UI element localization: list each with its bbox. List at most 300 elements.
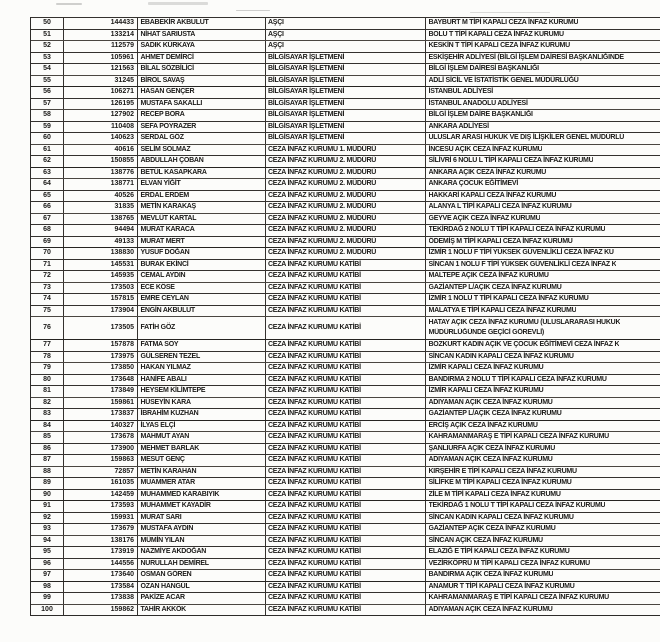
row-number-cell: 64	[31, 179, 64, 190]
row-number-cell: 59	[31, 122, 64, 133]
registry-id-cell: 144433	[64, 18, 138, 29]
person-name-cell: HAKAN YILMAZ	[138, 363, 266, 374]
person-name-cell: İBRAHİM KUZHAN	[138, 409, 266, 420]
registry-id-cell: 145935	[64, 271, 138, 282]
institution-cell	[426, 317, 660, 339]
table-row	[31, 569, 660, 581]
institution-cell	[426, 64, 660, 75]
job-title-cell: CEZA İNFAZ KURUMU KATİBİ	[266, 409, 426, 420]
registry-id-cell: 94494	[64, 225, 138, 236]
job-title-cell: CEZA İNFAZ KURUMU 2. MÜDÜRÜ	[266, 248, 426, 259]
person-name-cell: FATİH GÖZ	[138, 317, 266, 339]
row-number-cell: 75	[31, 306, 64, 317]
job-title-cell: CEZA İNFAZ KURUMU KATİBİ	[266, 317, 426, 339]
table-row	[31, 282, 660, 294]
institution-cell	[426, 559, 660, 570]
job-title-cell: CEZA İNFAZ KURUMU KATİBİ	[266, 432, 426, 443]
job-title-cell: CEZA İNFAZ KURUMU 2. MÜDÜRÜ	[266, 156, 426, 167]
institution-cell	[426, 501, 660, 512]
scan-artifact	[470, 12, 550, 13]
institution-cell	[426, 340, 660, 351]
job-title-cell: CEZA İNFAZ KURUMU KATİBİ	[266, 524, 426, 535]
person-name-cell: GÜLSEREN TEZEL	[138, 352, 266, 363]
row-number-cell: 85	[31, 432, 64, 443]
person-name-cell: BİLAL SÖZBİLİCİ	[138, 64, 266, 75]
institution-line: SİLİFKE M TİPİ KAPALI CEZA İNFAZ KURUMU	[428, 479, 572, 486]
job-title-cell: AŞÇI	[266, 41, 426, 52]
row-number-cell: 98	[31, 582, 64, 593]
registry-id-cell: 138830	[64, 248, 138, 259]
institution-line: TEKİRDAĞ 2 NOLU T TİPİ KAPALI CEZA İNFAZ KURUMU	[428, 226, 606, 233]
institution-line: TEKİRDAĞ 1 NOLU T TİPİ KAPALI CEZA İNFAZ KURUMU	[428, 502, 606, 509]
row-number-cell: 82	[31, 398, 64, 409]
job-title-cell: BİLGİSAYAR İŞLETMENİ	[266, 99, 426, 110]
table-row	[31, 374, 660, 386]
institution-cell	[426, 490, 660, 501]
institution-line: ADIYAMAN AÇIK CEZA İNFAZ KURUMU	[428, 605, 553, 613]
institution-line: BİLGİ İŞLEM DAİRE BAŞKANLIĞI	[428, 111, 533, 118]
person-name-cell: MUSTAFA SAKALLI	[138, 99, 266, 110]
institution-cell	[426, 593, 660, 604]
institution-cell	[426, 547, 660, 558]
institution-cell	[426, 421, 660, 432]
registry-id-cell: 150855	[64, 156, 138, 167]
job-title-cell: CEZA İNFAZ KURUMU 2. MÜDÜRÜ	[266, 237, 426, 248]
table-row	[31, 259, 660, 271]
row-number-cell: 63	[31, 168, 64, 179]
table-row	[31, 316, 660, 339]
table-row	[31, 408, 660, 420]
table-row	[31, 339, 660, 351]
registry-id-cell: 31835	[64, 202, 138, 213]
institution-line: BANDIRMA 2 NOLU T TİPİ KAPALI CEZA İNFAZ KURUMU	[428, 375, 607, 383]
scan-artifact	[56, 3, 82, 5]
table-row	[31, 385, 660, 397]
person-name-cell: MUHAMMED KARABIYIK	[138, 490, 266, 501]
institution-line: ADLİ SİCİL VE İSTATİSTİK GENEL MÜDÜRLÜĞÜ	[428, 76, 579, 84]
row-number-cell: 97	[31, 570, 64, 581]
registry-id-cell: 142459	[64, 490, 138, 501]
institution-line: ZİLE M TİPİ KAPALI CEZA İNFAZ KURUMU	[428, 490, 561, 498]
institution-cell	[426, 455, 660, 466]
institution-line: SİNCAN KADIN KAPALI CEZA İNFAZ KURUMU	[428, 513, 574, 521]
table-row	[31, 420, 660, 432]
institution-line: İNCESU AÇIK CEZA İNFAZ KURUMU	[428, 145, 543, 153]
institution-line: KAHRAMANMARAŞ E TİPİ KAPALI CEZA İNFAZ KURUMU	[428, 594, 609, 601]
institution-cell	[426, 156, 660, 167]
job-title-cell: CEZA İNFAZ KURUMU KATİBİ	[266, 490, 426, 501]
row-number-cell: 72	[31, 271, 64, 282]
institution-cell	[426, 41, 660, 52]
row-number-cell: 70	[31, 248, 64, 259]
job-title-cell: CEZA İNFAZ KURUMU 2. MÜDÜRÜ	[266, 214, 426, 225]
institution-line: İSTANBUL ADLİYESİ	[428, 88, 493, 95]
table-row	[31, 581, 660, 593]
row-number-cell: 78	[31, 352, 64, 363]
row-number-cell: 68	[31, 225, 64, 236]
scan-artifact	[148, 2, 208, 5]
row-number-cell: 54	[31, 64, 64, 75]
registry-id-cell: 72857	[64, 467, 138, 478]
institution-cell	[426, 179, 660, 190]
job-title-cell: CEZA İNFAZ KURUMU KATİBİ	[266, 478, 426, 489]
job-title-cell: CEZA İNFAZ KURUMU KATİBİ	[266, 294, 426, 305]
person-name-cell: MURAT KARACA	[138, 225, 266, 236]
table-row	[31, 546, 660, 558]
person-name-cell: ELVAN YİĞİT	[138, 179, 266, 190]
person-name-cell: MÜMİN YILAN	[138, 536, 266, 547]
institution-cell	[426, 444, 660, 455]
row-number-cell: 84	[31, 421, 64, 432]
person-name-cell: EMRE CEYLAN	[138, 294, 266, 305]
person-name-cell: NURULLAH DEMİREL	[138, 559, 266, 570]
row-number-cell: 81	[31, 386, 64, 397]
institution-cell	[426, 133, 660, 144]
registry-id-cell: 140327	[64, 421, 138, 432]
table-row	[31, 224, 660, 236]
registry-id-cell: 173648	[64, 375, 138, 386]
institution-cell	[426, 478, 660, 489]
institution-line: İSTANBUL ANADOLU ADLİYESİ	[428, 99, 528, 107]
person-name-cell: MURAT MERT	[138, 237, 266, 248]
institution-cell	[426, 110, 660, 121]
institution-line: ÖDEMİŞ M TİPİ KAPALI CEZA İNFAZ KURUMU	[428, 237, 573, 245]
row-number-cell: 66	[31, 202, 64, 213]
table-row	[31, 500, 660, 512]
row-number-cell: 57	[31, 99, 64, 110]
row-number-cell: 51	[31, 30, 64, 41]
row-number-cell: 94	[31, 536, 64, 547]
scan-artifact	[236, 10, 270, 11]
institution-cell	[426, 122, 660, 133]
table-row	[31, 190, 660, 202]
person-name-cell: TAHİR AKKÖK	[138, 605, 266, 616]
registry-id-cell: 127902	[64, 110, 138, 121]
registry-id-cell: 173679	[64, 524, 138, 535]
institution-cell	[426, 202, 660, 213]
registry-id-cell: 157815	[64, 294, 138, 305]
registry-id-cell: 173505	[64, 317, 138, 339]
institution-line: MÜDÜRLÜĞÜNDE GEÇİCİ GÖREVLİ)	[428, 329, 544, 336]
table-row	[31, 201, 660, 213]
institution-line: BANDIRMA AÇIK CEZA İNFAZ KURUMU	[428, 571, 554, 578]
institution-line: SİNCAN AÇIK CEZA İNFAZ KURUMU	[428, 536, 543, 544]
person-name-cell: MURAT SARI	[138, 513, 266, 524]
institution-cell	[426, 570, 660, 581]
institution-cell	[426, 432, 660, 443]
institution-cell	[426, 214, 660, 225]
job-title-cell: CEZA İNFAZ KURUMU KATİBİ	[266, 593, 426, 604]
registry-id-cell: 157878	[64, 340, 138, 351]
table-row	[31, 270, 660, 282]
person-name-cell: ABDULLAH ÇOBAN	[138, 156, 266, 167]
person-name-cell: MEHMET BARLAK	[138, 444, 266, 455]
job-title-cell: AŞÇI	[266, 30, 426, 41]
institution-cell	[426, 168, 660, 179]
row-number-cell: 83	[31, 409, 64, 420]
institution-line: ANKARA ÇOCUK EĞİTİMEVİ	[428, 180, 519, 187]
table-row	[31, 86, 660, 98]
table-row	[31, 305, 660, 317]
row-number-cell: 93	[31, 524, 64, 535]
registry-id-cell: 173904	[64, 306, 138, 317]
registry-id-cell: 121563	[64, 64, 138, 75]
person-name-cell: FATMA SOY	[138, 340, 266, 351]
table-row	[31, 75, 660, 87]
registry-id-cell: 140623	[64, 133, 138, 144]
person-name-cell: BİROL SAVAŞ	[138, 76, 266, 87]
person-name-cell: SEFA POYRAZER	[138, 122, 266, 133]
institution-line: HAKKARİ KAPALI CEZA İNFAZ KURUMU	[428, 191, 557, 199]
table-row	[31, 121, 660, 133]
table-row	[31, 17, 660, 29]
institution-line: ULUSLAR ARASI HUKUK VE DIŞ İLİŞKİLER GENEL MÜDÜRLÜ	[428, 134, 625, 141]
institution-line: KIRŞEHİR E TİPİ KAPALI CEZA İNFAZ KURUMU	[428, 467, 577, 475]
job-title-cell: CEZA İNFAZ KURUMU KATİBİ	[266, 386, 426, 397]
person-name-cell: HANİFE ABALI	[138, 375, 266, 386]
table-row	[31, 178, 660, 190]
person-name-cell: MEVLÜT KARTAL	[138, 214, 266, 225]
person-name-cell: HASAN GENÇER	[138, 87, 266, 98]
row-number-cell: 90	[31, 490, 64, 501]
registry-id-cell: 159862	[64, 605, 138, 616]
job-title-cell: CEZA İNFAZ KURUMU KATİBİ	[266, 547, 426, 558]
row-number-cell: 77	[31, 340, 64, 351]
job-title-cell: CEZA İNFAZ KURUMU KATİBİ	[266, 260, 426, 271]
table-row	[31, 293, 660, 305]
row-number-cell: 95	[31, 547, 64, 558]
row-number-cell: 62	[31, 156, 64, 167]
job-title-cell: AŞÇI	[266, 18, 426, 29]
institution-line: BAYBURT M TİPİ KAPALI CEZA İNFAZ KURUMU	[428, 19, 579, 26]
person-name-cell: METİN KARAHAN	[138, 467, 266, 478]
row-number-cell: 99	[31, 593, 64, 604]
table-row	[31, 523, 660, 535]
institution-line: BOZKURT KADIN AÇIK VE ÇOCUK EĞİTİMEVİ CEZA İNFAZ K	[428, 341, 620, 348]
person-name-cell: MUAMMER ATAR	[138, 478, 266, 489]
registry-id-cell: 173678	[64, 432, 138, 443]
institution-line: KESKİN T TİPİ KAPALI CEZA İNFAZ KURUMU	[428, 42, 570, 49]
registry-id-cell: 133214	[64, 30, 138, 41]
institution-cell	[426, 283, 660, 294]
registry-id-cell: 173850	[64, 363, 138, 374]
institution-line: ALANYA L TİPİ KAPALI CEZA İNFAZ KURUMU	[428, 203, 572, 210]
registry-id-cell: 159863	[64, 455, 138, 466]
institution-line: İZMİR KAPALI CEZA İNFAZ KURUMU	[428, 364, 544, 371]
row-number-cell: 79	[31, 363, 64, 374]
registry-id-cell: 112579	[64, 41, 138, 52]
institution-line: ANKARA ADLİYESİ	[428, 122, 489, 130]
registry-id-cell: 173640	[64, 570, 138, 581]
job-title-cell: CEZA İNFAZ KURUMU KATİBİ	[266, 559, 426, 570]
registry-id-cell: 138771	[64, 179, 138, 190]
table-row	[31, 52, 660, 64]
person-name-cell: PAKİZE ACAR	[138, 593, 266, 604]
registry-id-cell: 144556	[64, 559, 138, 570]
person-name-cell: MUHAMMET KAYADİR	[138, 501, 266, 512]
institution-line: MALTEPE AÇIK CEZA İNFAZ KURUMU	[428, 272, 549, 279]
table-row	[31, 155, 660, 167]
row-number-cell: 60	[31, 133, 64, 144]
job-title-cell: BİLGİSAYAR İŞLETMENİ	[266, 53, 426, 64]
institution-line: BİLGİ İŞLEM DAİRESİ BAŞKANLIĞI	[428, 65, 539, 72]
row-number-cell: 71	[31, 260, 64, 271]
job-title-cell: CEZA İNFAZ KURUMU 2. MÜDÜRÜ	[266, 191, 426, 202]
table-row	[31, 40, 660, 52]
person-name-cell: ENGİN AKBULUT	[138, 306, 266, 317]
person-name-cell: ERDAL ERDEM	[138, 191, 266, 202]
job-title-cell: CEZA İNFAZ KURUMU 2. MÜDÜRÜ	[266, 179, 426, 190]
job-title-cell: BİLGİSAYAR İŞLETMENİ	[266, 76, 426, 87]
person-name-cell: NİHAT SARIUSTA	[138, 30, 266, 41]
institution-line: GEYVE AÇIK CEZA İNFAZ KURUMU	[428, 214, 541, 222]
registry-id-cell: 173919	[64, 547, 138, 558]
institution-cell	[426, 375, 660, 386]
table-row	[31, 132, 660, 144]
person-name-cell: MUSTAFA AYDIN	[138, 524, 266, 535]
institution-line: ERCİŞ AÇIK CEZA İNFAZ KURUMU	[428, 421, 538, 429]
person-name-cell: ECE KÖSE	[138, 283, 266, 294]
registry-id-cell: 159931	[64, 513, 138, 524]
institution-cell	[426, 145, 660, 156]
row-number-cell: 61	[31, 145, 64, 156]
institution-cell	[426, 386, 660, 397]
row-number-cell: 67	[31, 214, 64, 225]
row-number-cell: 53	[31, 53, 64, 64]
person-name-cell: İLYAS ELÇİ	[138, 421, 266, 432]
row-number-cell: 89	[31, 478, 64, 489]
person-name-cell: MESUT GENÇ	[138, 455, 266, 466]
institution-line: KAHRAMANMARAŞ E TİPİ KAPALI CEZA İNFAZ KURUMU	[428, 433, 609, 440]
person-name-cell: CEMAL AYDIN	[138, 271, 266, 282]
registry-id-cell: 105961	[64, 53, 138, 64]
registry-id-cell: 138776	[64, 168, 138, 179]
institution-cell	[426, 237, 660, 248]
institution-cell	[426, 87, 660, 98]
person-name-cell: HEYSEM KİLİMTEPE	[138, 386, 266, 397]
row-number-cell: 91	[31, 501, 64, 512]
job-title-cell: CEZA İNFAZ KURUMU KATİBİ	[266, 444, 426, 455]
person-name-cell: NAZMİYE AKDOĞAN	[138, 547, 266, 558]
row-number-cell: 87	[31, 455, 64, 466]
registry-id-cell: 40616	[64, 145, 138, 156]
institution-cell	[426, 271, 660, 282]
institution-line: ADIYAMAN AÇIK CEZA İNFAZ KURUMU	[428, 398, 553, 406]
job-title-cell: CEZA İNFAZ KURUMU KATİBİ	[266, 283, 426, 294]
institution-cell	[426, 248, 660, 259]
institution-cell	[426, 306, 660, 317]
job-title-cell: CEZA İNFAZ KURUMU KATİBİ	[266, 467, 426, 478]
registry-id-cell: 110408	[64, 122, 138, 133]
institution-cell	[426, 513, 660, 524]
institution-line: İZMİR 1 NOLU T TİPİ KAPALI CEZA İNFAZ KURUMU	[428, 295, 589, 302]
job-title-cell: BİLGİSAYAR İŞLETMENİ	[266, 122, 426, 133]
table-row	[31, 512, 660, 524]
registry-id-cell: 173837	[64, 409, 138, 420]
institution-cell	[426, 99, 660, 110]
person-name-cell: OZAN HANGÜL	[138, 582, 266, 593]
institution-line: ELAZIĞ E TİPİ KAPALI CEZA İNFAZ KURUMU	[428, 548, 570, 555]
institution-cell	[426, 524, 660, 535]
institution-line: SİLİVRİ 6 NOLU L TİPİ KAPALI CEZA İNFAZ KURUMU	[428, 157, 594, 164]
table-row	[31, 535, 660, 547]
registry-id-cell: 31245	[64, 76, 138, 87]
table-row	[31, 29, 660, 41]
row-number-cell: 88	[31, 467, 64, 478]
job-title-cell: CEZA İNFAZ KURUMU KATİBİ	[266, 306, 426, 317]
job-title-cell: BİLGİSAYAR İŞLETMENİ	[266, 133, 426, 144]
job-title-cell: CEZA İNFAZ KURUMU KATİBİ	[266, 398, 426, 409]
institution-line: ŞANLIURFA AÇIK CEZA İNFAZ KURUMU	[428, 444, 556, 452]
institution-cell	[426, 467, 660, 478]
person-name-cell: SELİM SOLMAZ	[138, 145, 266, 156]
row-number-cell: 76	[31, 317, 64, 339]
job-title-cell: CEZA İNFAZ KURUMU KATİBİ	[266, 271, 426, 282]
institution-line: HATAY AÇIK CEZA İNFAZ KURUMU (ULUSLARARASI HUKUK	[428, 318, 621, 326]
registry-id-cell: 173503	[64, 283, 138, 294]
institution-line: GAZİANTEP AÇIK CEZA İNFAZ KURUMU	[428, 525, 556, 532]
table-row	[31, 351, 660, 363]
institution-cell	[426, 363, 660, 374]
institution-line: SİNCAN KADIN KAPALI CEZA İNFAZ KURUMU	[428, 352, 574, 360]
registry-id-cell: 173849	[64, 386, 138, 397]
institution-cell	[426, 352, 660, 363]
job-title-cell: CEZA İNFAZ KURUMU KATİBİ	[266, 513, 426, 524]
job-title-cell: CEZA İNFAZ KURUMU KATİBİ	[266, 605, 426, 616]
institution-line: BOLU T TİPİ KAPALI CEZA İNFAZ KURUMU	[428, 30, 564, 38]
institution-line: GAZİANTEP L/AÇIK CEZA İNFAZ KURUMU	[428, 283, 562, 291]
registry-id-cell: 173593	[64, 501, 138, 512]
table-row	[31, 592, 660, 604]
institution-cell	[426, 225, 660, 236]
person-name-cell: SADIK KÜRKAYA	[138, 41, 266, 52]
institution-line: ADIYAMAN AÇIK CEZA İNFAZ KURUMU	[428, 456, 553, 463]
person-name-cell: METİN KARAKAŞ	[138, 202, 266, 213]
registry-id-cell: 40526	[64, 191, 138, 202]
job-title-cell: CEZA İNFAZ KURUMU KATİBİ	[266, 536, 426, 547]
person-name-cell: MAHMUT AYAN	[138, 432, 266, 443]
registry-id-cell: 138765	[64, 214, 138, 225]
job-title-cell: BİLGİSAYAR İŞLETMENİ	[266, 87, 426, 98]
registry-id-cell: 173975	[64, 352, 138, 363]
job-title-cell: CEZA İNFAZ KURUMU KATİBİ	[266, 570, 426, 581]
table-row	[31, 144, 660, 156]
registry-id-cell: 161035	[64, 478, 138, 489]
job-title-cell: CEZA İNFAZ KURUMU KATİBİ	[266, 375, 426, 386]
person-name-cell: OSMAN GÖREN	[138, 570, 266, 581]
person-name-cell: AHMET DEMİRCİ	[138, 53, 266, 64]
person-name-cell: BETÜL KASAPKARA	[138, 168, 266, 179]
job-title-cell: CEZA İNFAZ KURUMU KATİBİ	[266, 455, 426, 466]
registry-id-cell: 173838	[64, 593, 138, 604]
table-row	[31, 167, 660, 179]
row-number-cell: 92	[31, 513, 64, 524]
table-row	[31, 489, 660, 501]
registry-id-cell: 106271	[64, 87, 138, 98]
institution-line: GAZİANTEP L/AÇIK CEZA İNFAZ KURUMU	[428, 410, 562, 417]
table-row	[31, 247, 660, 259]
institution-cell	[426, 582, 660, 593]
registry-id-cell: 49133	[64, 237, 138, 248]
row-number-cell: 56	[31, 87, 64, 98]
job-title-cell: CEZA İNFAZ KURUMU KATİBİ	[266, 501, 426, 512]
institution-line: ANAMUR T TİPİ KAPALI CEZA İNFAZ KURUMU	[428, 582, 575, 590]
table-row	[31, 98, 660, 110]
registry-id-cell: 173584	[64, 582, 138, 593]
institution-line: VEZİRKÖPRÜ M TİPİ KAPALI CEZA İNFAZ KURUMU	[428, 559, 590, 567]
institution-cell	[426, 53, 660, 64]
table-row	[31, 236, 660, 248]
